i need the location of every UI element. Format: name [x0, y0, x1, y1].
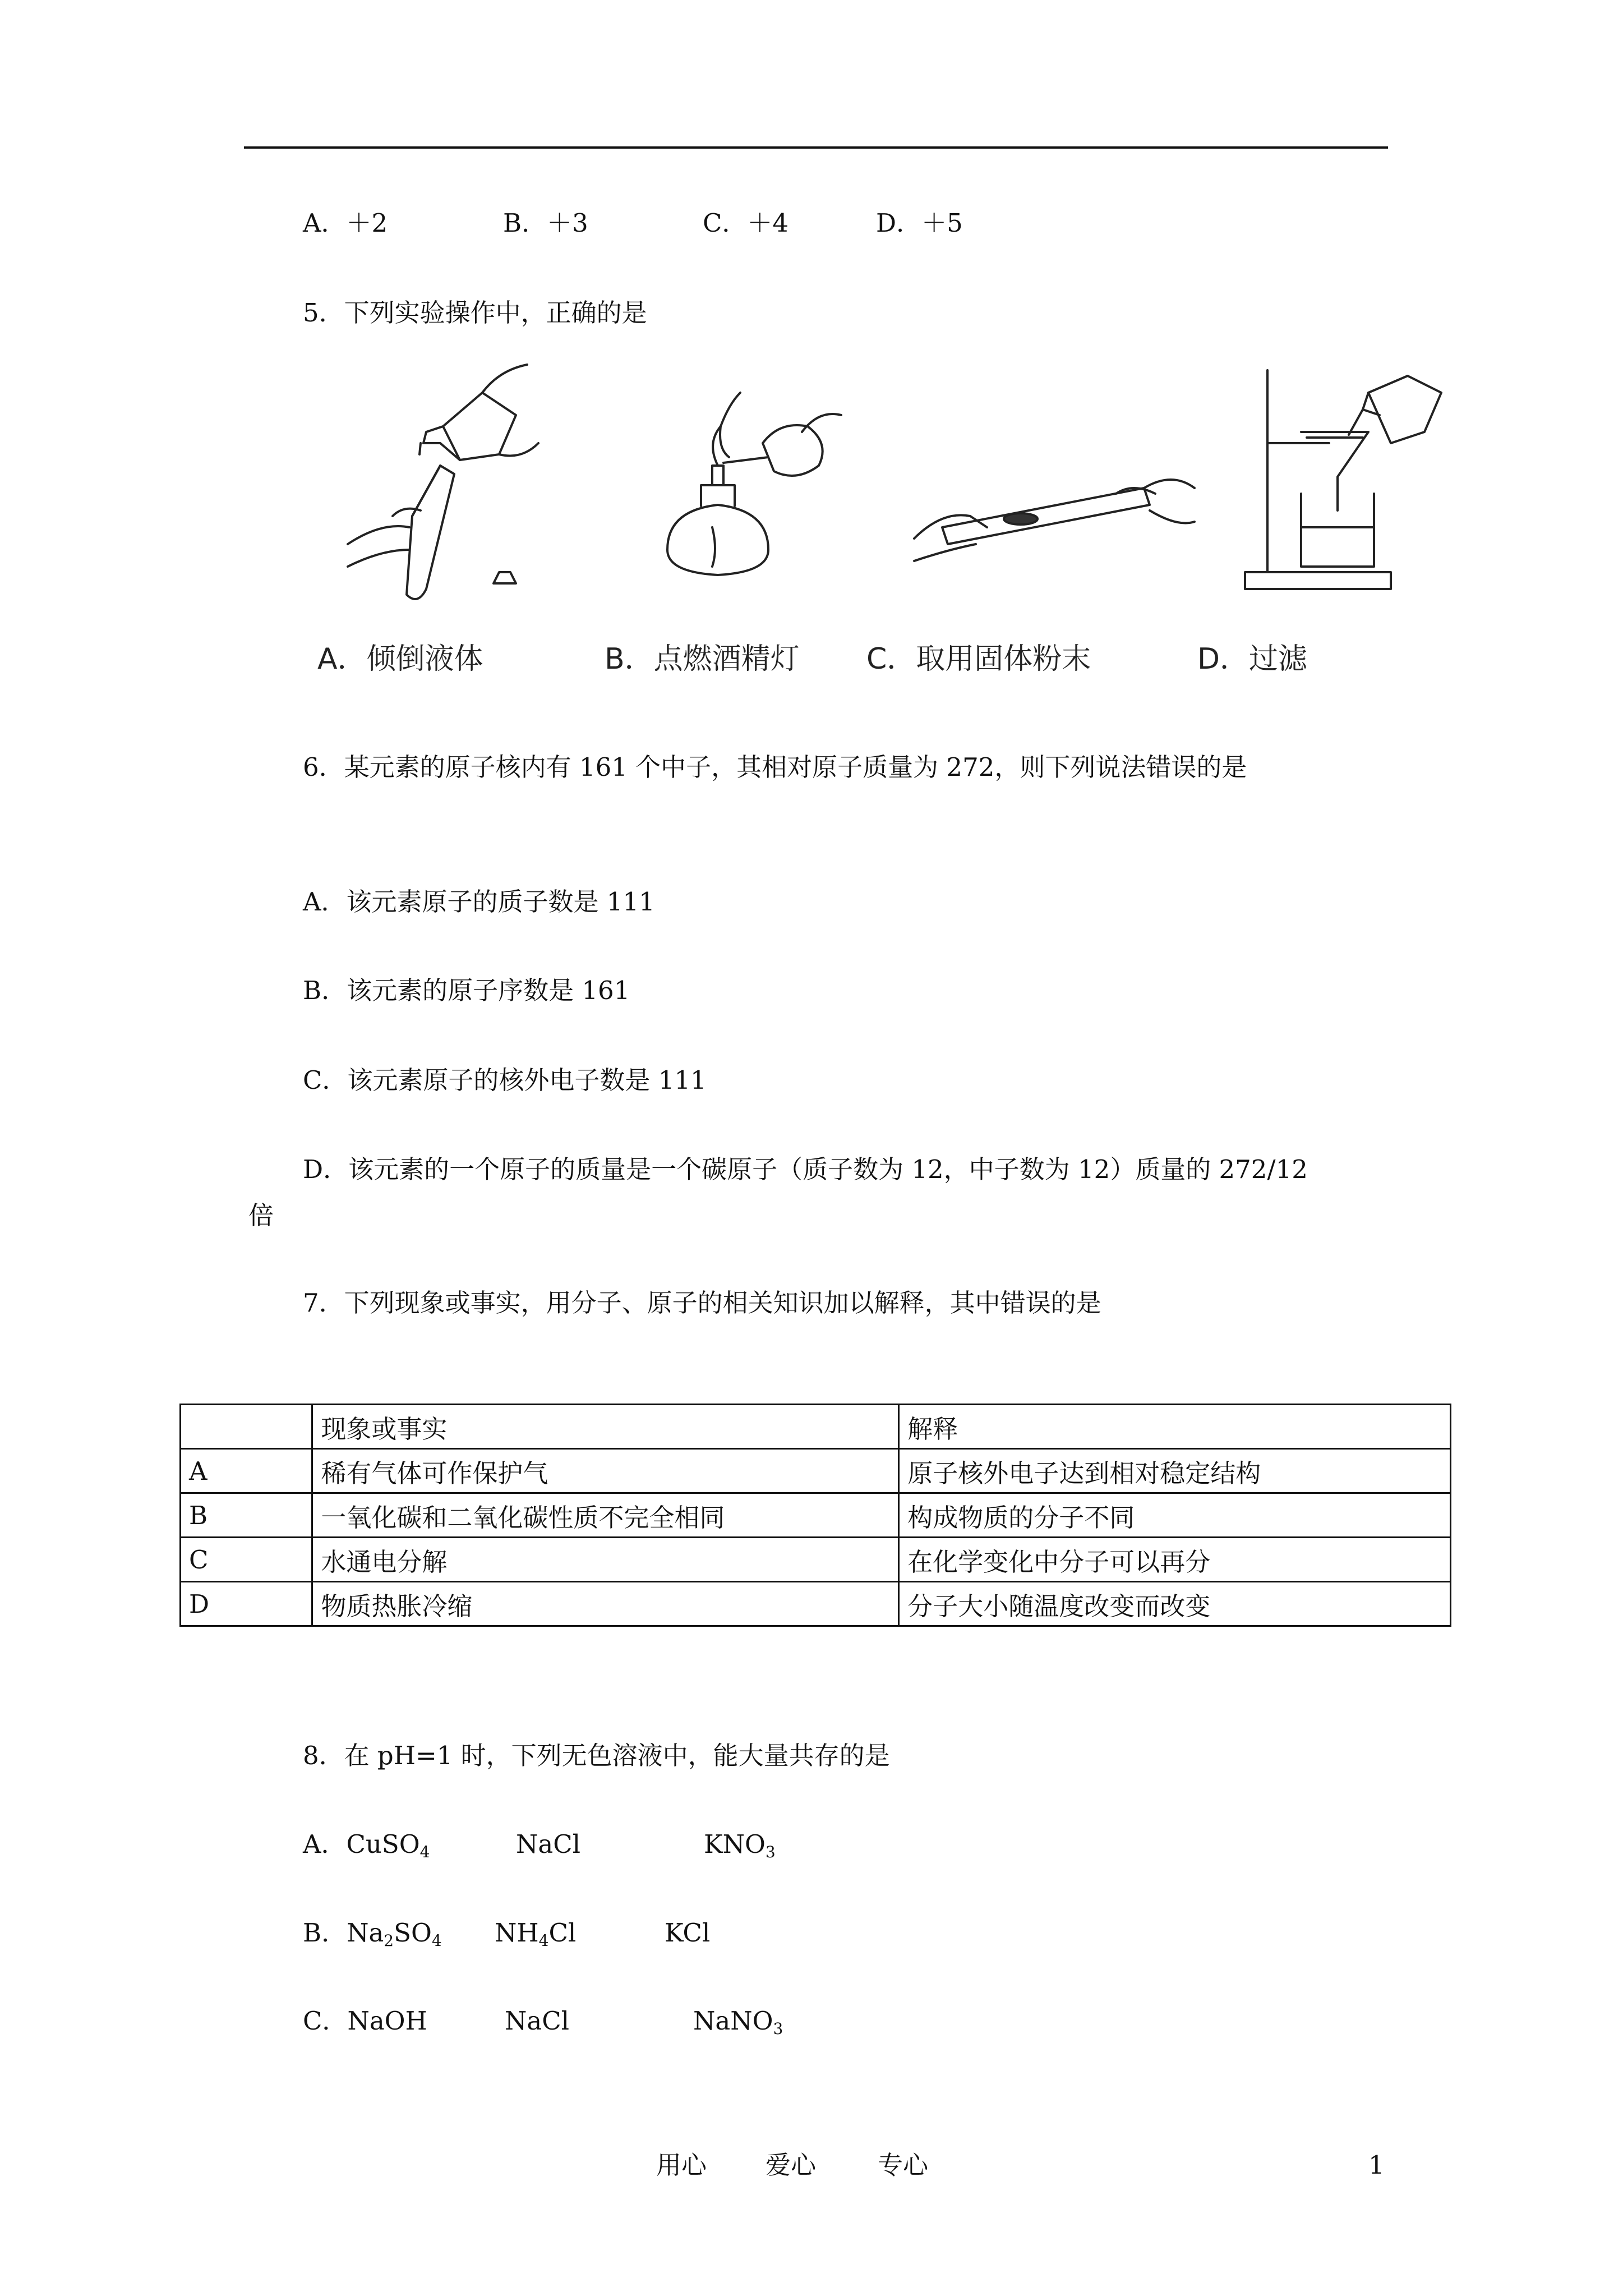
- formula-cuso4: CuSO$_4$: [346, 1829, 430, 1861]
- table-cell: 水通电分解: [312, 1538, 899, 1582]
- q8-stem: 8．在 pH=1 时，下列无色溶液中，能大量共存的是: [303, 1741, 890, 1770]
- table-header-cell: [181, 1405, 312, 1449]
- formula-nh4cl: $NH_4Cl$: [495, 1918, 577, 1950]
- formula-kno3: $KNO_3$: [704, 1829, 776, 1861]
- q8-option-c-label: C．: [303, 2006, 348, 2036]
- table-cell: A: [181, 1449, 312, 1493]
- table-cell: 构成物质的分子不同: [899, 1493, 1451, 1538]
- q8-option-b: [303, 1916, 442, 1950]
- table-row: [181, 1582, 1451, 1626]
- footer-left-text: 用心: [656, 2150, 707, 2180]
- q7-stem: 7．下列现象或事实，用分子、原子的相关知识加以解释，其中错误的是: [303, 1288, 1101, 1318]
- table-row: [181, 1493, 1451, 1538]
- table-header-cell: 现象或事实: [312, 1405, 899, 1449]
- q5-caption-c: C．取用固体粉末: [866, 642, 1091, 676]
- q8-option-a: [303, 1828, 430, 1861]
- table-header-row: [181, 1405, 1451, 1449]
- q5-caption-a: A．倾倒液体: [317, 642, 483, 676]
- table-cell: D: [181, 1582, 312, 1626]
- formula-nacl: NaCl: [516, 1829, 581, 1859]
- q6-option-a: A．该元素原子的质子数是 111: [303, 887, 655, 917]
- table-cell: C: [181, 1538, 312, 1582]
- page-number: 1: [1368, 2150, 1385, 2180]
- table-cell: B: [181, 1493, 312, 1538]
- table-row: [181, 1449, 1451, 1493]
- table-header-cell: 解释: [899, 1405, 1451, 1449]
- formula-nacl: NaCl: [505, 2006, 570, 2036]
- table-cell: 分子大小随温度改变而改变: [899, 1582, 1451, 1626]
- pouring-liquid-illustration: [314, 359, 550, 606]
- q4-option-b: B．＋3: [503, 208, 588, 238]
- table-cell: 原子核外电子达到相对稳定结构: [899, 1449, 1451, 1493]
- footer-right-text: 专心: [878, 2150, 929, 2180]
- filtration-illustration: [1223, 359, 1469, 606]
- q4-option-c: C．＋4: [703, 208, 789, 238]
- q6-option-b: B．该元素的原子序数是 161: [303, 976, 630, 1005]
- q4-option-a: A．＋2: [303, 208, 388, 238]
- q6-stem: 6．某元素的原子核内有 161 个中子，其相对原子质量为 272，则下列说法错误的是: [303, 752, 1247, 782]
- q8-option-b-label: B．: [303, 1918, 347, 1948]
- table-cell: 物质热胀冷缩: [312, 1582, 899, 1626]
- footer-middle-text: 爱心: [766, 2150, 817, 2180]
- formula-na2so4: $Na_2SO_4$: [347, 1918, 442, 1950]
- table-row: [181, 1538, 1451, 1582]
- q6-option-c: C．该元素原子的核外电子数是 111: [303, 1065, 707, 1095]
- q8-option-c: [303, 2004, 427, 2038]
- q6-option-d: D．该元素的一个原子的质量是一个碳原子（质子数为 12，中子数为 12）质量的 272/12: [303, 1154, 1308, 1184]
- q6-option-d-continuation: 倍: [248, 1200, 274, 1230]
- alcohol-lamp-illustration: [634, 359, 858, 606]
- formula-kcl: KCl: [665, 1918, 711, 1948]
- formula-naoh: NaOH: [347, 2006, 427, 2036]
- q7-table: [179, 1404, 1451, 1627]
- table-cell: 稀有气体可作保护气: [312, 1449, 899, 1493]
- q5-caption-d: D．过滤: [1197, 642, 1308, 676]
- header-rule: [244, 146, 1388, 149]
- q5-stem: 5．下列实验操作中，正确的是: [303, 298, 647, 328]
- q4-option-d: D．＋5: [876, 208, 963, 238]
- table-cell: 一氧化碳和二氧化碳性质不完全相同: [312, 1493, 899, 1538]
- solid-powder-illustration: [909, 359, 1200, 606]
- formula-nano3: NaNO$_3$: [693, 2006, 783, 2038]
- q5-caption-b: B．点燃酒精灯: [605, 642, 800, 676]
- table-cell: 在化学变化中分子可以再分: [899, 1538, 1451, 1582]
- q8-option-a-label: A．: [303, 1829, 347, 1859]
